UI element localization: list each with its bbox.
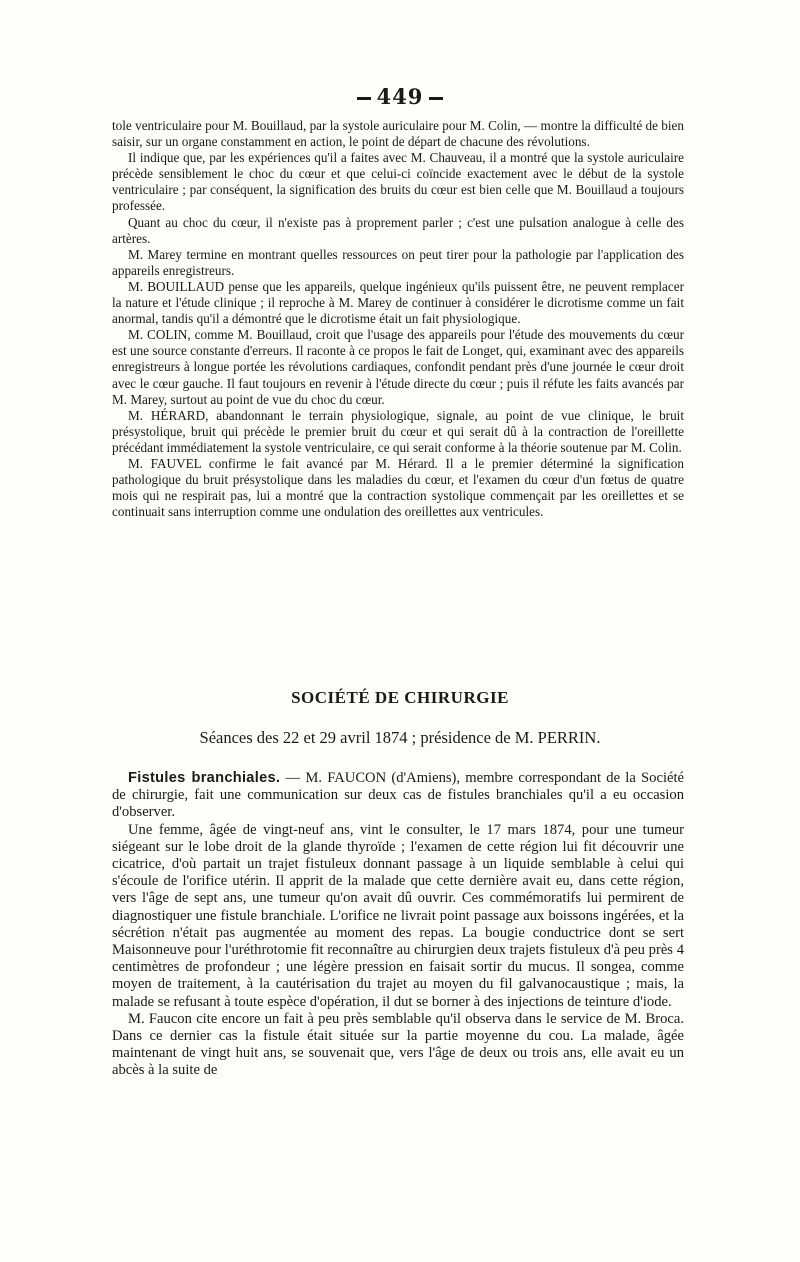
section-title: SOCIÉTÉ DE CHIRURGIE bbox=[291, 688, 509, 707]
section-chirurgie-text bbox=[112, 770, 684, 1080]
paragraph: M. COLIN, comme M. Bouillaud, croit que l'usage des appareils pour l'étude des mouvements du cœur est une source constante d'erreurs. Il raconte à ce propos le fait de Longet, qui, examinant avec des appareils enregistreurs à longue portée les révolutions cardiaques, confondit pendant près d'une journée le cœur droit avec le cœur gauche. Il faut toujours en revenir à l'étude directe du cœur ; puis il réfute les faits avancés par M. Marey, surtout au point de vue du choc du cœur. bbox=[112, 327, 684, 407]
page-number-text: 449 bbox=[376, 84, 424, 109]
paragraph: M. BOUILLAUD pense que les appareils, quelque ingénieux qu'ils puissent être, ne peuvent remplacer la nature et l'étude clinique ; il reproche à M. Marey de continuer à considérer le dicrotisme comme un fait anormal, tandis qu'il a démontré que le dicrotisme était un fait physiologique. bbox=[112, 278, 684, 327]
section-subtitle: Séances des 22 et 29 avril 1874 ; présidence de M. PERRIN. bbox=[199, 728, 601, 747]
paragraph: tole ventriculaire pour M. Bouillaud, par la systole auriculaire pour M. Colin, — montre la difficulté de bien saisir, sur un organe constamment en action, le point de départ de chacune des révolutions. bbox=[112, 118, 684, 150]
paragraph: Il indique que, par les expériences qu'il a faites avec M. Chauveau, il a montré que la systole auriculaire précède sensiblement le choc du cœur et que celui-ci coïncide exactement avec le début de la systole ventriculaire ; par conséquent, la signification des bruits du cœur est bien celle que M. Bouillaud a toujours professée. bbox=[112, 150, 684, 214]
paragraph: M. FAUVEL confirme le fait avancé par M. Hérard. Il a le premier déterminé la signification pathologique du bruit présystolique dans les maladies du cœur, et l'examen du cœur d'un fœtus de quatre mois qui ne respirait pas, lui a montré que la contraction systolique commençait par les oreillettes et se continuait sans interruption comme une ondulation des oreillettes aux ventricules. bbox=[112, 455, 684, 520]
paragraph-with-heading bbox=[112, 770, 684, 822]
page-number bbox=[0, 84, 800, 109]
article-heading: Fistules branchiales. bbox=[128, 770, 281, 786]
paragraph-text: — M. FAUCON (d'Amiens), membre correspondant de la Société de chirurgie, fait une communication sur deux cas de fistules branchiales qu'il a eu occasion d'observer. bbox=[112, 770, 685, 821]
page-number-dash-right bbox=[429, 97, 443, 100]
paragraph: M. HÉRARD, abandonnant le terrain physiologique, signale, au point de vue clinique, le bruit présystolique, bruit qui précède le premier bruit du cœur et qui serait dû à la contraction de l'oreillette précédant immédiatement la systole ventriculaire, ce qui serait conforme à la théorie soutenue par M. Colin. bbox=[112, 407, 684, 455]
paragraph: Une femme, âgée de vingt-neuf ans, vint le consulter, le 17 mars 1874, pour une tumeur siégeant sur le lobe droit de la glande thyroïde ; l'examen de cette région lui fit découvrir une cicatrice, d'où partait un trajet fistuleux donnant passage à un liquide semblable à celui qui s'écoule de l'orifice utérin. Il apprit de la malade que cette dernière avait eu, dans cette région, vers l'âge de sept ans, une tumeur qu'on avait dû ouvrir. Ces commémoratifs lui permirent de diagnostiquer une fistule branchiale. L'orifice ne livrait point passage aux boissons ingérées, et la sécrétion n'était pas augmentée au moment des repas. La bougie conductrice dont se sert Maisonneuve pour l'uréthrotomie fit reconnaître au chirurgien deux trajets fistuleux d'à peu près 4 centimètres de profondeur ; une légère pression en faisait sortir du mucus. Il songea, comme moyen de traitement, à la cautérisation du trajet au moyen du fil galvanocaustique ; mais, la malade se refusant à toute espèce d'opération, il dut se borner à des injections de teinture d'iode. bbox=[112, 821, 684, 1010]
page-number-dash-left bbox=[357, 97, 371, 100]
paragraph: M. Faucon cite encore un fait à peu près semblable qu'il observa dans le service de M. Broca. Dans ce dernier cas la fistule était située sur la partie moyenne du cou. La malade, âgée maintenant de vingt huit ans, se souvenait que, vers l'âge de deux ou trois ans, elle avait eu un abcès à la suite de bbox=[112, 1010, 684, 1079]
paragraph: Quant au choc du cœur, il n'existe pas à proprement parler ; c'est une pulsation analogue à celle des artères. bbox=[112, 214, 684, 246]
section-academie-text bbox=[112, 118, 684, 520]
paragraph: M. Marey termine en montrant quelles ressources on peut tirer pour la pathologie par l'application des appareils enregistreurs. bbox=[112, 246, 684, 278]
